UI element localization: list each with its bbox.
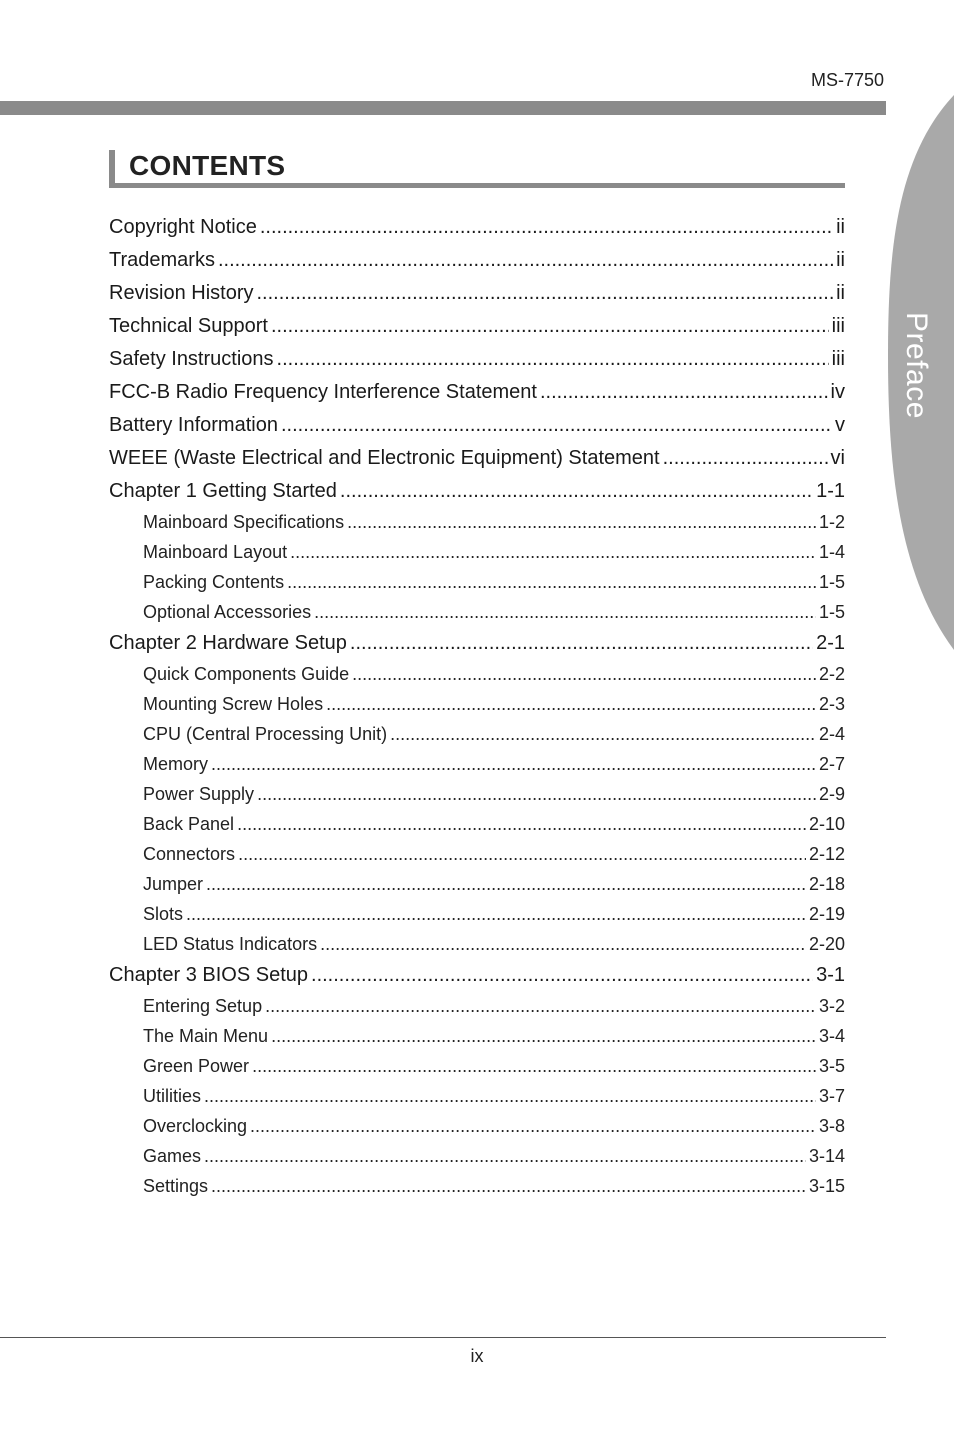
toc-page-number: ii [836,282,845,304]
toc-subentry[interactable] [143,512,845,533]
toc-leader-dots [311,964,813,987]
toc-label: Battery Information [109,414,278,436]
toc-leader-dots [186,904,806,925]
toc-label: Utilities [143,1086,202,1106]
toc-entry[interactable] [109,632,845,655]
toc-page-number: 3-15 [808,1176,845,1196]
toc-leader-dots [277,348,829,371]
toc-page-number: 3-8 [818,1116,845,1136]
toc-leader-dots [281,414,832,437]
toc-entry[interactable] [109,348,845,371]
toc-label: Quick Components Guide [143,664,350,684]
toc-label: Back Panel [143,814,235,834]
header-bar [0,101,886,115]
toc-label: Slots [143,904,184,924]
toc-page-number: iv [830,381,845,403]
toc-leader-dots [260,216,833,239]
toc-subentry[interactable] [143,874,845,895]
toc-subentry[interactable] [143,934,845,955]
toc-label: Connectors [143,844,236,864]
toc-subentry[interactable] [143,844,845,865]
toc-label: Chapter 1 Getting Started [109,480,337,502]
toc-label: Games [143,1146,202,1166]
toc-leader-dots [265,996,816,1017]
toc-label: Mainboard Specifications [143,512,345,532]
toc-page-number: 2-2 [818,664,845,684]
toc-leader-dots [237,814,806,835]
toc-leader-dots [271,1026,816,1047]
toc-subentry[interactable] [143,904,845,925]
toc-label: Mounting Screw Holes [143,694,324,714]
toc-label: LED Status Indicators [143,934,318,954]
toc-subentry[interactable] [143,572,845,593]
toc-leader-dots [287,572,816,593]
toc-label: Optional Accessories [143,602,312,622]
toc-leader-dots [347,512,816,533]
toc-label: Settings [143,1176,209,1196]
toc-leader-dots [238,844,806,865]
toc-entry[interactable] [109,216,845,239]
toc-entry[interactable] [109,414,845,437]
toc-page-number: v [835,414,845,436]
toc-page-number: iii [831,348,845,370]
toc-label: The Main Menu [143,1026,269,1046]
toc-leader-dots [204,1146,806,1167]
toc-page-number: 3-2 [818,996,845,1016]
toc-page-number: 2-7 [818,754,845,774]
toc-label: Mainboard Layout [143,542,288,562]
page-title: CONTENTS [129,150,286,181]
contents-heading [109,150,845,188]
toc-entry[interactable] [109,381,845,404]
toc-leader-dots [211,1176,806,1197]
toc-page-number: 2-1 [816,632,845,654]
toc-leader-dots [290,542,816,563]
toc-subentry[interactable] [143,1176,845,1197]
toc-label: Jumper [143,874,204,894]
toc-label: Power Supply [143,784,255,804]
footer-rule [0,1337,886,1338]
toc-label: Overclocking [143,1116,248,1136]
toc-label: Entering Setup [143,996,263,1016]
toc-label: Copyright Notice [109,216,257,238]
toc-page-number: 3-7 [818,1086,845,1106]
toc-subentry[interactable] [143,784,845,805]
toc-subentry[interactable] [143,1086,845,1107]
toc-leader-dots [390,724,816,745]
heading-underline [109,183,845,188]
toc-subentry[interactable] [143,1146,845,1167]
toc-page-number: 1-5 [818,602,845,622]
toc-page-number: 2-19 [808,904,845,924]
toc-page-number: 3-5 [818,1056,845,1076]
toc-entry[interactable] [109,480,845,503]
toc-label: CPU (Central Processing Unit) [143,724,388,744]
toc-label: Chapter 3 BIOS Setup [109,964,309,986]
toc-leader-dots [320,934,806,955]
toc-page-number: 1-2 [818,512,845,532]
toc-page-number: ii [836,216,845,238]
toc-leader-dots [252,1056,816,1077]
toc-leader-dots [314,602,816,623]
toc-label: WEEE (Waste Electrical and Electronic Equipment) Statement [109,447,660,469]
toc-page-number: 2-10 [808,814,845,834]
toc-subentry[interactable] [143,1026,845,1047]
toc-page-number: 3-14 [808,1146,845,1166]
toc-subentry[interactable] [143,754,845,775]
toc-label: Green Power [143,1056,250,1076]
toc-leader-dots [256,282,833,305]
toc-leader-dots [540,381,828,404]
toc-page-number: 1-1 [816,480,845,502]
toc-label: Revision History [109,282,254,304]
side-tab-label: Preface [900,311,933,419]
toc-label: Safety Instructions [109,348,274,370]
toc-leader-dots [211,754,816,775]
toc-entry[interactable] [109,315,845,338]
page-number: ix [470,1346,484,1366]
toc-leader-dots [250,1116,816,1137]
toc-leader-dots [204,1086,816,1107]
toc-page-number: 3-1 [816,964,845,986]
toc-entry[interactable] [109,249,845,272]
toc-label: Technical Support [109,315,268,337]
toc-leader-dots [352,664,816,685]
toc-page-number: vi [830,447,845,469]
toc-page-number: iii [831,315,845,337]
toc-page-number: 2-18 [808,874,845,894]
toc-leader-dots [326,694,816,715]
toc-page-number: ii [836,249,845,271]
toc-page-number: 1-5 [818,572,845,592]
toc-subentry[interactable] [143,814,845,835]
toc-entry[interactable] [109,964,845,987]
toc-label: Packing Contents [143,572,285,592]
toc-page-number: 1-4 [818,542,845,562]
toc-label: Memory [143,754,209,774]
toc-entry[interactable] [109,282,845,305]
toc-label: FCC-B Radio Frequency Interference Statement [109,381,537,403]
toc-label: Chapter 2 Hardware Setup [109,632,347,654]
toc-subentry[interactable] [143,1116,845,1137]
toc-subentry[interactable] [143,542,845,563]
toc-subentry[interactable] [143,1056,845,1077]
model-number: MS-7750 [810,70,884,90]
toc-subentry[interactable] [143,602,845,623]
toc-page-number: 2-20 [808,934,845,954]
toc-leader-dots [340,480,813,503]
toc-subentry[interactable] [143,724,845,745]
heading-marker [109,150,115,186]
toc-leader-dots [663,447,828,470]
toc-leader-dots [271,315,829,338]
toc-leader-dots [218,249,833,272]
toc-subentry[interactable] [143,694,845,715]
toc-page-number: 2-9 [818,784,845,804]
toc-page-number: 2-3 [818,694,845,714]
toc-leader-dots [206,874,806,895]
toc-subentry[interactable] [143,996,845,1017]
toc-leader-dots [350,632,813,655]
toc-entry[interactable] [109,447,845,470]
toc-leader-dots [257,784,816,805]
toc-page-number: 3-4 [818,1026,845,1046]
toc-page-number: 2-12 [808,844,845,864]
toc-subentry[interactable] [143,664,845,685]
toc-page-number: 2-4 [818,724,845,744]
toc-label: Trademarks [109,249,215,271]
